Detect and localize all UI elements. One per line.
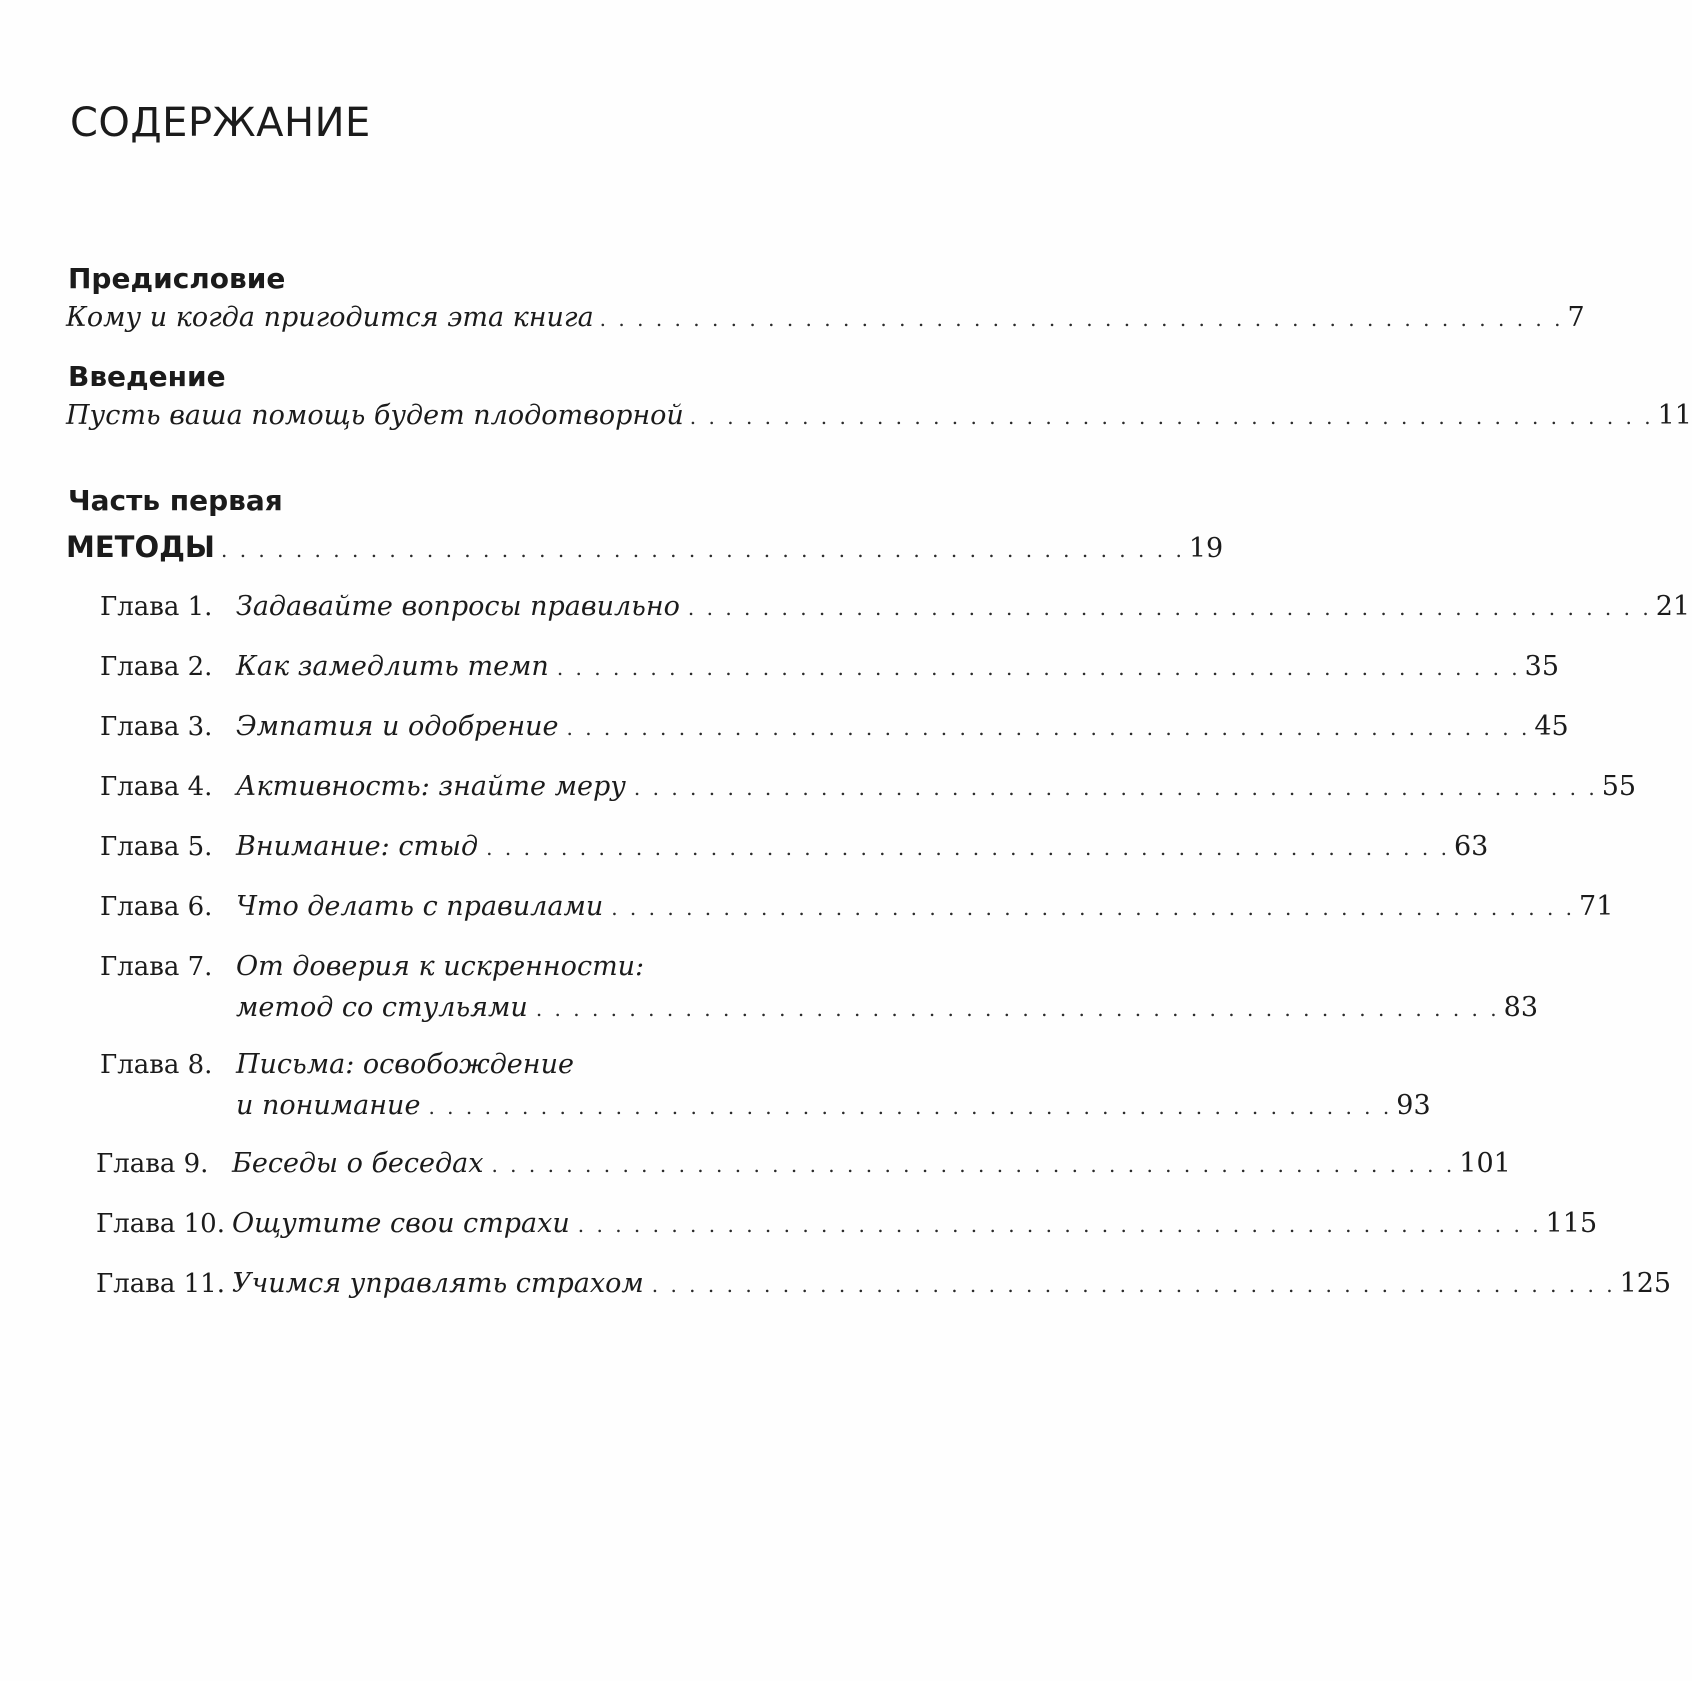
chapter-label: Глава 9. xyxy=(96,1149,209,1179)
dot-leader: . . . . . . . . . . . . . . . . . . . . . . . . . . . . . . . . . . . . . . . . . . . . . . . . . . . . xyxy=(599,307,1564,331)
toc-page-number: 11 xyxy=(1657,400,1692,431)
chapter-title: Беседы о беседах xyxy=(232,1148,484,1179)
dot-leader: . . . . . . . . . . . . . . . . . . . . . . . . . . . . . . . . . . . . . . . . . . . . . . . . . . . . xyxy=(486,836,1450,860)
dot-leader: . . . . . . . . . . . . . . . . . . . . . . . . . . . . . . . . . . . . . . . . . . . . . . . . . . . . xyxy=(556,656,1521,680)
toc-entry-title: Пусть ваша помощь будет плодотворной xyxy=(66,400,684,431)
chapter-page-number: 35 xyxy=(1524,651,1560,682)
chapter-label: Глава 5. xyxy=(100,832,213,862)
part-one-heading: Часть первая xyxy=(68,484,283,517)
chapter-label: Глава 8. xyxy=(100,1050,213,1080)
chapter-title: Внимание: стыд xyxy=(236,831,479,862)
chapter-page-number: 71 xyxy=(1579,891,1614,922)
dot-leader: . . . . . . . . . . . . . . . . . . . . . . . . . . . . . . . . . . . . . . . . . . . . . . . . . . . . xyxy=(577,1213,1542,1237)
introduction-heading: Введение xyxy=(68,360,226,393)
dot-leader: . . . . . . . . . . . . . . . . . . . . . . . . . . . . . . . . . . . . . . . . . . . . . . . . . . . . xyxy=(687,596,1652,620)
chapter-page-number: 83 xyxy=(1503,992,1538,1023)
chapter-title-line1: От доверия к искренности: xyxy=(236,951,645,982)
chapter-title: Как замедлить темп xyxy=(236,651,549,682)
dot-leader: . . . . . . . . . . . . . . . . . . . . . . . . . . . . . . . . . . . . . . . . . . . . . . . . . . . . xyxy=(491,1153,1456,1177)
chapter-label: Глава 7. xyxy=(100,952,213,982)
chapter-title: Учимся управлять страхом xyxy=(232,1268,644,1299)
dot-leader: . . . . . . . . . . . . . . . . . . . . . . . . . . . . . . . . . . . . . . . . . . . . . . . . . . . . xyxy=(611,896,1576,920)
chapter-page-number: 63 xyxy=(1453,831,1489,862)
chapter-page-number: 21 xyxy=(1655,591,1691,622)
preface-heading: Предисловие xyxy=(68,262,286,295)
toc-chapter-9[interactable] xyxy=(96,1148,1511,1179)
chapter-label: Глава 11. xyxy=(96,1269,225,1299)
chapter-title: Активность: знайте меру xyxy=(236,771,626,802)
chapter-label: Глава 10. xyxy=(96,1209,225,1239)
chapter-title: Задавайте вопросы правильно xyxy=(236,591,680,622)
toc-entry-part-one[interactable] xyxy=(66,530,1224,564)
dot-leader: . . . . . . . . . . . . . . . . . . . . . . . . . . . . . . . . . . . . . . . . . . . . . . . . . . . . xyxy=(566,716,1531,740)
chapter-label: Глава 3. xyxy=(100,712,213,742)
toc-chapter-8[interactable] xyxy=(100,1049,1431,1121)
dot-leader: . . . . . . . . . . . . . . . . . . . . . . . . . . . . . . . . . . . . . . . . . . . . . . . . . . . . xyxy=(535,997,1500,1021)
chapter-page-number: 93 xyxy=(1396,1090,1431,1121)
toc-chapter-2[interactable] xyxy=(100,651,1560,682)
dot-leader: . . . . . . . . . . . . . . . . . . . . . . . . . . . . . . . . . . . . . . . . . . . . . . . . . . . . xyxy=(651,1273,1616,1297)
dot-leader: . . . . . . . . . . . . . . . . . . . . . . . . . . . . . . . . . . . . . . . . . . . . . . . . . . . . xyxy=(428,1095,1393,1119)
toc-chapter-1[interactable] xyxy=(100,591,1691,622)
toc-part-title: МЕТОДЫ xyxy=(66,530,215,564)
toc-chapter-3[interactable] xyxy=(100,711,1569,742)
chapter-page-number: 115 xyxy=(1545,1208,1598,1239)
chapter-title-line1: Письма: освобождение xyxy=(236,1049,574,1080)
chapter-label: Глава 1. xyxy=(100,592,213,622)
chapter-page-number: 101 xyxy=(1459,1148,1511,1179)
chapter-page-number: 45 xyxy=(1534,711,1569,742)
chapter-title: метод со стульями xyxy=(236,992,528,1023)
toc-chapter-6[interactable] xyxy=(100,891,1614,922)
toc-entry-introduction[interactable] xyxy=(66,400,1692,431)
chapter-title: Что делать с правилами xyxy=(236,891,604,922)
chapter-page-number: 125 xyxy=(1619,1268,1672,1299)
toc-chapter-10[interactable] xyxy=(96,1208,1598,1239)
chapter-label: Глава 2. xyxy=(100,652,213,682)
chapter-label: Глава 4. xyxy=(100,772,213,802)
dot-leader: . . . . . . . . . . . . . . . . . . . . . . . . . . . . . . . . . . . . . . . . . . . . . . . . . . . . xyxy=(689,405,1654,429)
toc-chapter-4[interactable] xyxy=(100,771,1637,802)
chapter-label: Глава 6. xyxy=(100,892,213,922)
chapter-title: и понимание xyxy=(236,1090,421,1121)
toc-chapter-7[interactable] xyxy=(100,951,1538,1023)
toc-entry-title: Кому и когда пригодится эта книга xyxy=(66,302,594,333)
toc-chapter-11[interactable] xyxy=(96,1268,1672,1299)
chapter-title: Эмпатия и одобрение xyxy=(236,711,559,742)
chapter-page-number: 55 xyxy=(1601,771,1637,802)
chapter-title: Ощутите свои страхи xyxy=(232,1208,570,1239)
toc-page-number: 19 xyxy=(1188,533,1224,564)
toc-page-number: 7 xyxy=(1567,302,1585,333)
toc-entry-preface[interactable] xyxy=(66,302,1585,333)
dot-leader: . . . . . . . . . . . . . . . . . . . . . . . . . . . . . . . . . . . . . . . . . . . . . . . . . . . . xyxy=(220,538,1185,562)
toc-chapter-5[interactable] xyxy=(100,831,1489,862)
page-title: СОДЕРЖАНИЕ xyxy=(70,100,371,146)
dot-leader: . . . . . . . . . . . . . . . . . . . . . . . . . . . . . . . . . . . . . . . . . . . . . . . . . . . . xyxy=(633,776,1598,800)
